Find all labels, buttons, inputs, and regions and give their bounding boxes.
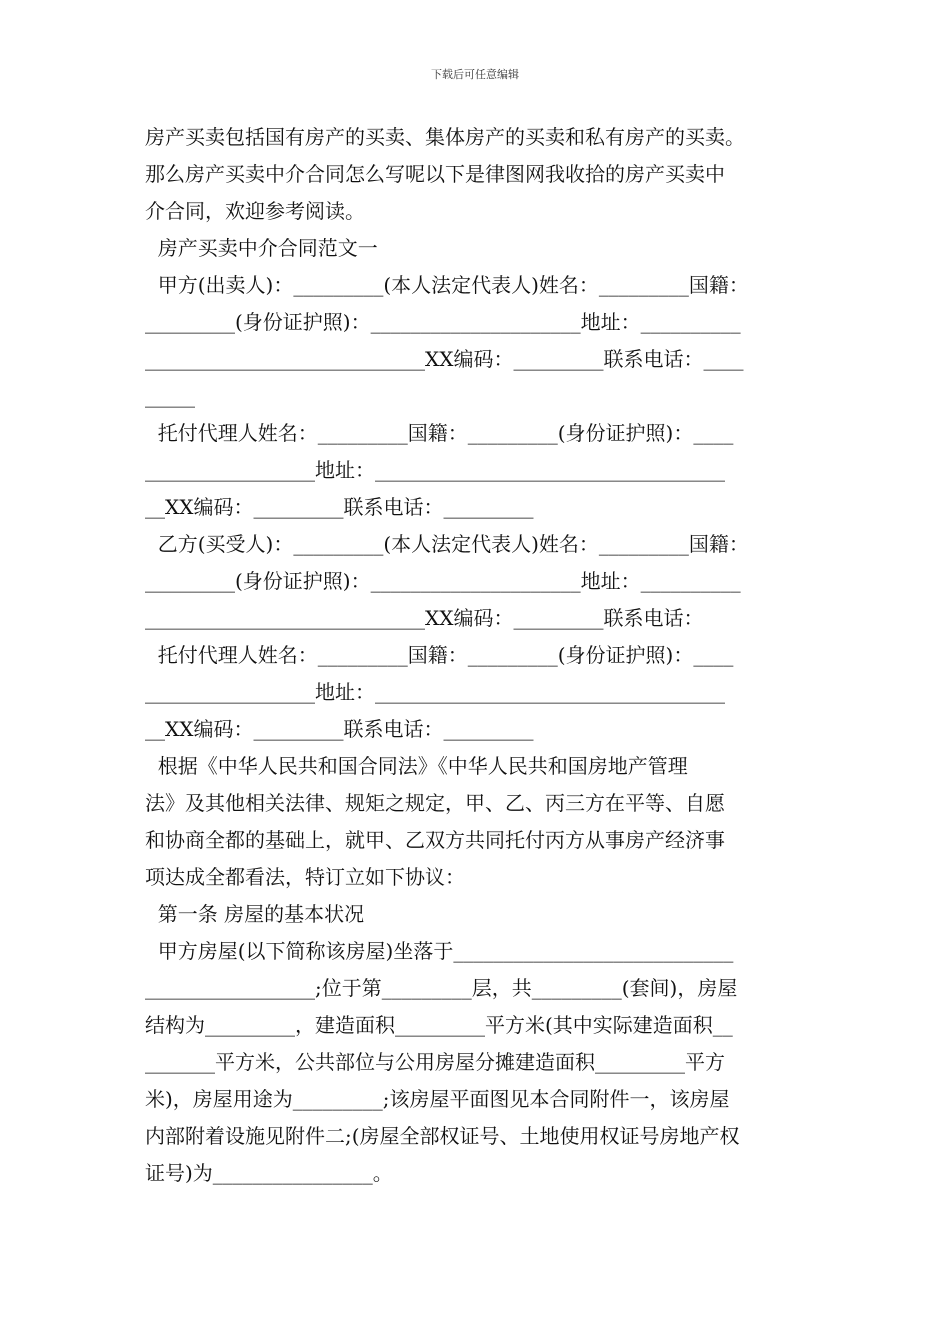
text-line: _________(身份证护照)：_____________________地址：__________ xyxy=(145,569,741,593)
text-line: ____________________________XX编码：_________联系电话： xyxy=(145,606,704,630)
text-line: 和协商全都的基础上，就甲、乙双方共同托付丙方从事房产经济事 xyxy=(145,828,725,852)
text-line: 证号)为________________。 xyxy=(145,1161,393,1185)
text-line: __XX编码：_________联系电话：_________ xyxy=(145,495,534,519)
text-line: 米)，房屋用途为_________;该房屋平面图见本合同附件一，该房屋 xyxy=(145,1087,730,1111)
text-line: _________________地址：___________________________________ xyxy=(145,680,725,704)
text-line: 法》及其他相关法律、规矩之规定，甲、乙、丙三方在平等、自愿 xyxy=(145,791,725,815)
text-line: 托付代理人姓名：_________国籍：_________(身份证护照)：____ xyxy=(145,643,734,667)
text-line: 那么房产买卖中介合同怎么写呢以下是律图网我收拾的房产买卖中 xyxy=(145,162,725,186)
text-line: ____________________________XX编码：_________联系电话：____ xyxy=(145,347,744,371)
text-line: 内部附着设施见附件二;(房屋全部权证号、土地使用权证号房地产权 xyxy=(145,1124,740,1148)
text-line: 房产买卖包括国有房产的买卖、集体房产的买卖和私有房产的买卖。 xyxy=(145,125,745,149)
document-body xyxy=(145,119,815,1192)
text-line: 乙方(买受人)：_________(本人法定代表人)姓名：_________国籍： xyxy=(145,532,749,556)
text-line: 介合同，欢迎参考阅读。 xyxy=(145,199,365,223)
text-line: 托付代理人姓名：_________国籍：_________(身份证护照)：____ xyxy=(145,421,734,445)
section-title: 房产买卖中介合同范文一 xyxy=(145,236,378,260)
text-line: _________________;位于第_________层，共_________(套间)，房屋 xyxy=(145,976,738,1000)
text-line: 结构为_________，建造面积_________平方米(其中实际建造面积__ xyxy=(145,1013,733,1037)
text-line: 项达成全都看法，特订立如下协议： xyxy=(145,865,465,889)
text-line: _________________地址：___________________________________ xyxy=(145,458,725,482)
text-line: _____ xyxy=(145,384,195,408)
text-line: _________(身份证护照)：_____________________地址：__________ xyxy=(145,310,741,334)
section-heading: 第一条 房屋的基本状况 xyxy=(145,902,365,926)
text-line: 甲方(出卖人)：_________(本人法定代表人)姓名：_________国籍： xyxy=(145,273,749,297)
page-header: 下载后可任意编辑 xyxy=(431,68,519,81)
text-line: _______平方米，公共部位与公用房屋分摊建造面积_________平方 xyxy=(145,1050,725,1074)
text-line: 根据《中华人民共和国合同法》《中华人民共和国房地产管理 xyxy=(145,754,688,778)
text-line: 甲方房屋(以下简称该房屋)坐落于____________________________ xyxy=(145,939,734,963)
text-line: __XX编码：_________联系电话：_________ xyxy=(145,717,534,741)
